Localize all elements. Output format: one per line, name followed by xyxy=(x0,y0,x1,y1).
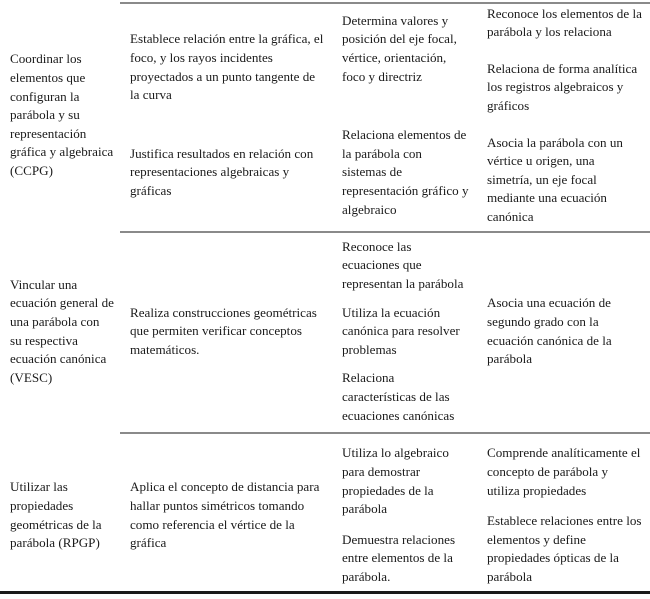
competency-label-vesc: Vincular una ecuación general de una parábola con su respectiva ecuación canónica (VESC) xyxy=(10,276,114,385)
table-row-vesc-col4 xyxy=(477,231,650,432)
table-row-vesc-col2 xyxy=(120,231,332,432)
descriptor-item: Determina valores y posición del eje focal, vértice, orientación, foco y directriz xyxy=(342,12,457,84)
competency-label-rpgp: Utilizar las propiedades geométricas de la parábola (RPGP) xyxy=(10,479,102,551)
descriptor-item: Utiliza la ecuación canónica para resolver problemas xyxy=(342,304,460,357)
descriptor-item: Establece relaciones entre los elementos y define propiedades ópticas de la parábola xyxy=(487,513,642,584)
table-row-rpgp-col2 xyxy=(120,432,332,599)
table-row-ccpg-col2 xyxy=(120,0,332,231)
descriptor-item: Asocia una ecuación de segundo grado con la ecuación canónica de la parábola xyxy=(487,295,612,367)
descriptor-item: Relaciona elementos de la parábola con sistemas de representación gráfico y algebraico xyxy=(342,127,469,217)
table-row-ccpg-col4 xyxy=(477,0,650,231)
descriptor-item: Aplica el concepto de distancia para hallar puntos simétricos tomando como referencia el vértice de la gráfica xyxy=(130,479,320,551)
competency-label-ccpg: Coordinar los elementos que configuran la parábola y su representación gráfica y algebraica (CCPG) xyxy=(10,51,114,178)
table-row-rpgp-col3 xyxy=(332,432,477,599)
descriptor-item: Justifica resultados en relación con representaciones algebraicas y gráficas xyxy=(130,145,314,198)
table-row-vesc-competency xyxy=(0,231,120,432)
table-row-ccpg-col3 xyxy=(332,0,477,231)
table-row-rpgp-competency xyxy=(0,432,120,599)
descriptor-item: Relaciona características de las ecuaciones canónicas xyxy=(342,370,455,423)
descriptor-item: Comprende analíticamente el concepto de parábola y utiliza propiedades xyxy=(487,445,641,498)
table-row-vesc-col3 xyxy=(332,231,477,432)
descriptor-item: Utiliza lo algebraico para demostrar propiedades de la parábola xyxy=(342,445,449,517)
descriptor-item: Asocia la parábola con un vértice u origen, una simetría, un eje focal mediante una ecuación canónica xyxy=(487,134,623,224)
table-row-rpgp-col4 xyxy=(477,432,650,599)
table-row-ccpg-competency xyxy=(0,0,120,231)
descriptor-item: Reconoce las ecuaciones que representan la parábola xyxy=(342,238,464,292)
descriptor-item: Relaciona de forma analítica los registros algebraicos y gráficos xyxy=(487,60,638,113)
descriptor-item: Reconoce los elementos de la parábola y los relaciona xyxy=(487,5,642,40)
descriptor-item: Realiza construcciones geométricas que permiten verificar conceptos matemáticos. xyxy=(130,304,317,357)
descriptor-item: Establece relación entre la gráfica, el foco, y los rayos incidentes proyectados a un punto tangente de la curva xyxy=(130,31,324,103)
descriptor-item: Demuestra relaciones entre elementos de la parábola. xyxy=(342,531,456,584)
